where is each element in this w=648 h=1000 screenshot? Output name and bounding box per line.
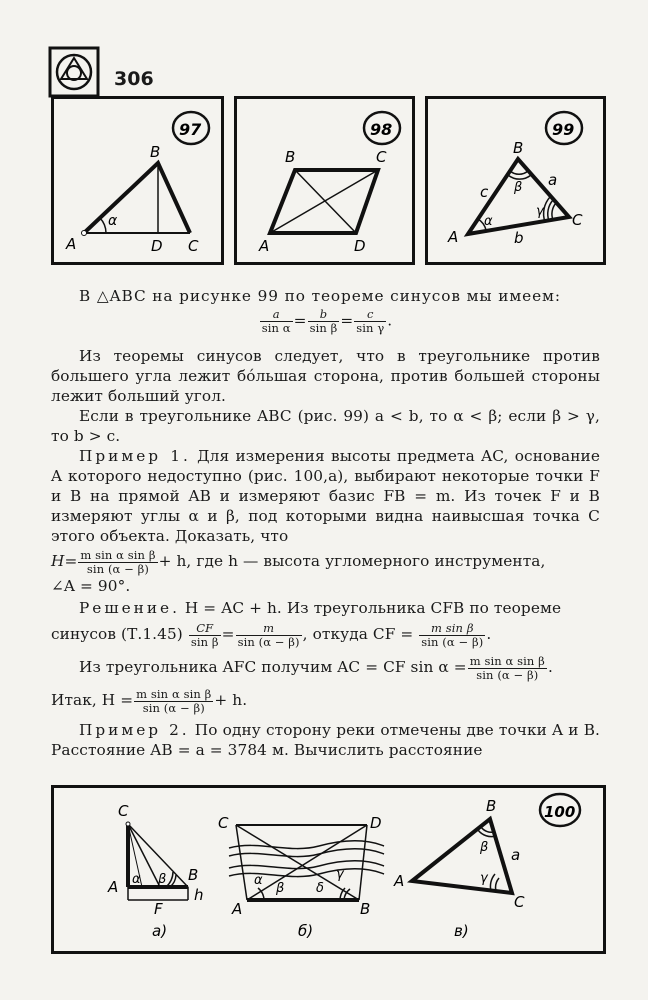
frac-cf-den: sin β [190,634,219,649]
label-d: D [370,814,382,832]
label-side-b: b [514,229,524,247]
paragraph-example-2 [51,720,600,760]
period: . [387,311,393,330]
label-gamma: γ [336,867,344,882]
frac-a-num: a [260,308,293,322]
label-h: h [194,886,204,904]
h-formula-lhs: H= [51,552,78,570]
h-formula-den: sin (α − β) [86,561,149,576]
caption-a: а) [152,922,168,940]
label-b: B [285,148,296,166]
caption-b: б) [298,922,314,940]
figure-98 [234,96,415,265]
figure-100a [107,802,204,940]
label-alpha: α [132,872,141,887]
label-d: D [151,237,163,255]
paragraph-example-1 [51,446,600,546]
example-1-body: Для измерения высоты предмета AC, основание A которого недоступно (рис. 100,a), выбирают некоторые точки F и B на прямой AB и измеряют базис FB = m. Из точек F и B измеряют углы α и β, под которыми видна наивысшая точка C этого объекта. Доказать, что [51,447,600,545]
angle-beta-arc-2 [508,175,531,179]
paragraph-example-inequality: Если в треугольнике ABC (рис. 99) a < b, то α < β; если β > γ, то b > c. [51,407,600,445]
label-b: B [513,139,524,157]
frac-m-den: sin (α − β) [237,634,300,649]
triangle-abc [84,163,190,233]
label-b: B [486,797,497,815]
label-delta: δ [316,881,324,896]
label-beta: β [514,180,523,195]
label-c: C [218,814,229,832]
label-beta: β [480,840,489,855]
section-logo-icon [48,46,100,98]
solution-body: H = AC + h. Из треугольника CFB по теореме [184,599,562,617]
label-gamma: γ [480,871,488,886]
label-a: A [108,878,119,896]
frac-b-num: b [308,308,340,322]
h-formula-num: m sin α sin β [80,547,156,562]
afc-prefix: Из треугольника AFC получим AC = CF sin α = [79,658,467,676]
label-a: A [448,228,459,246]
example-2-body: По одну сторону реки отмечены две точки A и B. Расстояние AB = a = 3784 м. Вычислить расстояние [51,721,601,759]
eq-sign: = [293,311,307,330]
label-a: A [232,900,243,918]
page-number: 306 [114,68,154,90]
diagonal-ac [270,170,378,233]
frac-cf-num: CF [189,622,221,636]
figure-97 [51,96,224,265]
eq-sign: = [340,311,354,330]
angle-a-line: ∠A = 90°. [51,577,131,595]
label-f: F [154,900,163,918]
frac-c-den: sin γ [356,321,385,335]
point-a [82,231,87,236]
figure-100 [51,785,606,954]
example-1-title: Пример 1. [79,447,191,465]
label-c: C [376,148,387,166]
frac-b-den: sin β [309,321,338,335]
itak-prefix: Итак, H = [51,691,134,709]
figure-number: 97 [179,120,202,139]
label-a: A [394,872,405,890]
example-2-title: Пример 2. [79,721,190,739]
figure-number: 98 [370,120,393,139]
paragraph-sine-law-intro: В △ABC на рисунке 99 по теореме синусов мы имеем: [79,287,561,305]
label-beta: β [276,881,285,896]
label-c: C [118,802,129,820]
label-c: C [572,211,583,229]
paragraph-consequence: Из теоремы синусов следует, что в треугольнике против большего угла лежит бóльшая сторона, против большей стороны лежит больший угол. [51,347,600,405]
label-b: B [150,143,161,161]
figure-100b [218,814,384,940]
label-side-a: a [548,171,558,189]
label-a: A [66,235,77,253]
solution-title: Решение. [79,599,180,617]
afc-den: sin (α − β) [476,667,539,682]
afc-formula-line [51,650,600,684]
paragraph-solution [51,598,600,618]
label-c: C [514,893,525,911]
figure-number: 100 [544,803,576,821]
h-formula-line [51,546,600,576]
solution-formula-prefix: синусов (Т.1.45) [51,625,183,643]
angle-beta-arc [510,171,528,174]
label-d: D [354,237,366,255]
period: . [486,625,492,643]
period: . [547,658,553,676]
label-c: C [188,237,199,255]
label-side-c: c [480,183,489,201]
afc-num: m sin α sin β [469,653,545,668]
label-side-a: a [511,846,521,864]
page-body [51,286,600,760]
angle-gamma-arc-3 [544,197,550,222]
itak-den: sin (α − β) [142,700,205,715]
label-a: A [259,237,270,255]
label-alpha: α [484,214,493,229]
solution-formula-line [51,618,600,650]
itak-formula-line [51,684,600,716]
figure-99 [425,96,606,265]
eq-sign: = [221,625,235,643]
label-gamma: γ [536,204,544,219]
label-b: B [188,866,199,884]
frac-c-num: c [354,308,386,322]
itak-end: + h. [214,691,248,709]
frac-a-den: sin α [261,321,291,335]
label-b: B [360,900,371,918]
sine-law-formula [51,308,600,340]
itak-num: m sin α sin β [136,686,212,701]
solution-formula-mid: , откуда CF = [302,625,414,643]
frac-m-num: m [236,622,302,636]
figure-100c [393,797,525,940]
label-beta: β [158,872,167,887]
frac-msinb-num: m sin β [419,622,485,636]
label-alpha: α [254,873,263,888]
label-alpha: α [108,213,118,229]
caption-c: в) [454,922,469,940]
h-formula-rest: + h, где h — высота угломерного инструмента, [158,552,546,570]
diagonal-bd [295,170,356,233]
angle-alpha-arc [100,218,106,233]
figure-number: 99 [552,120,575,139]
frac-msinb-den: sin (α − β) [421,634,484,649]
